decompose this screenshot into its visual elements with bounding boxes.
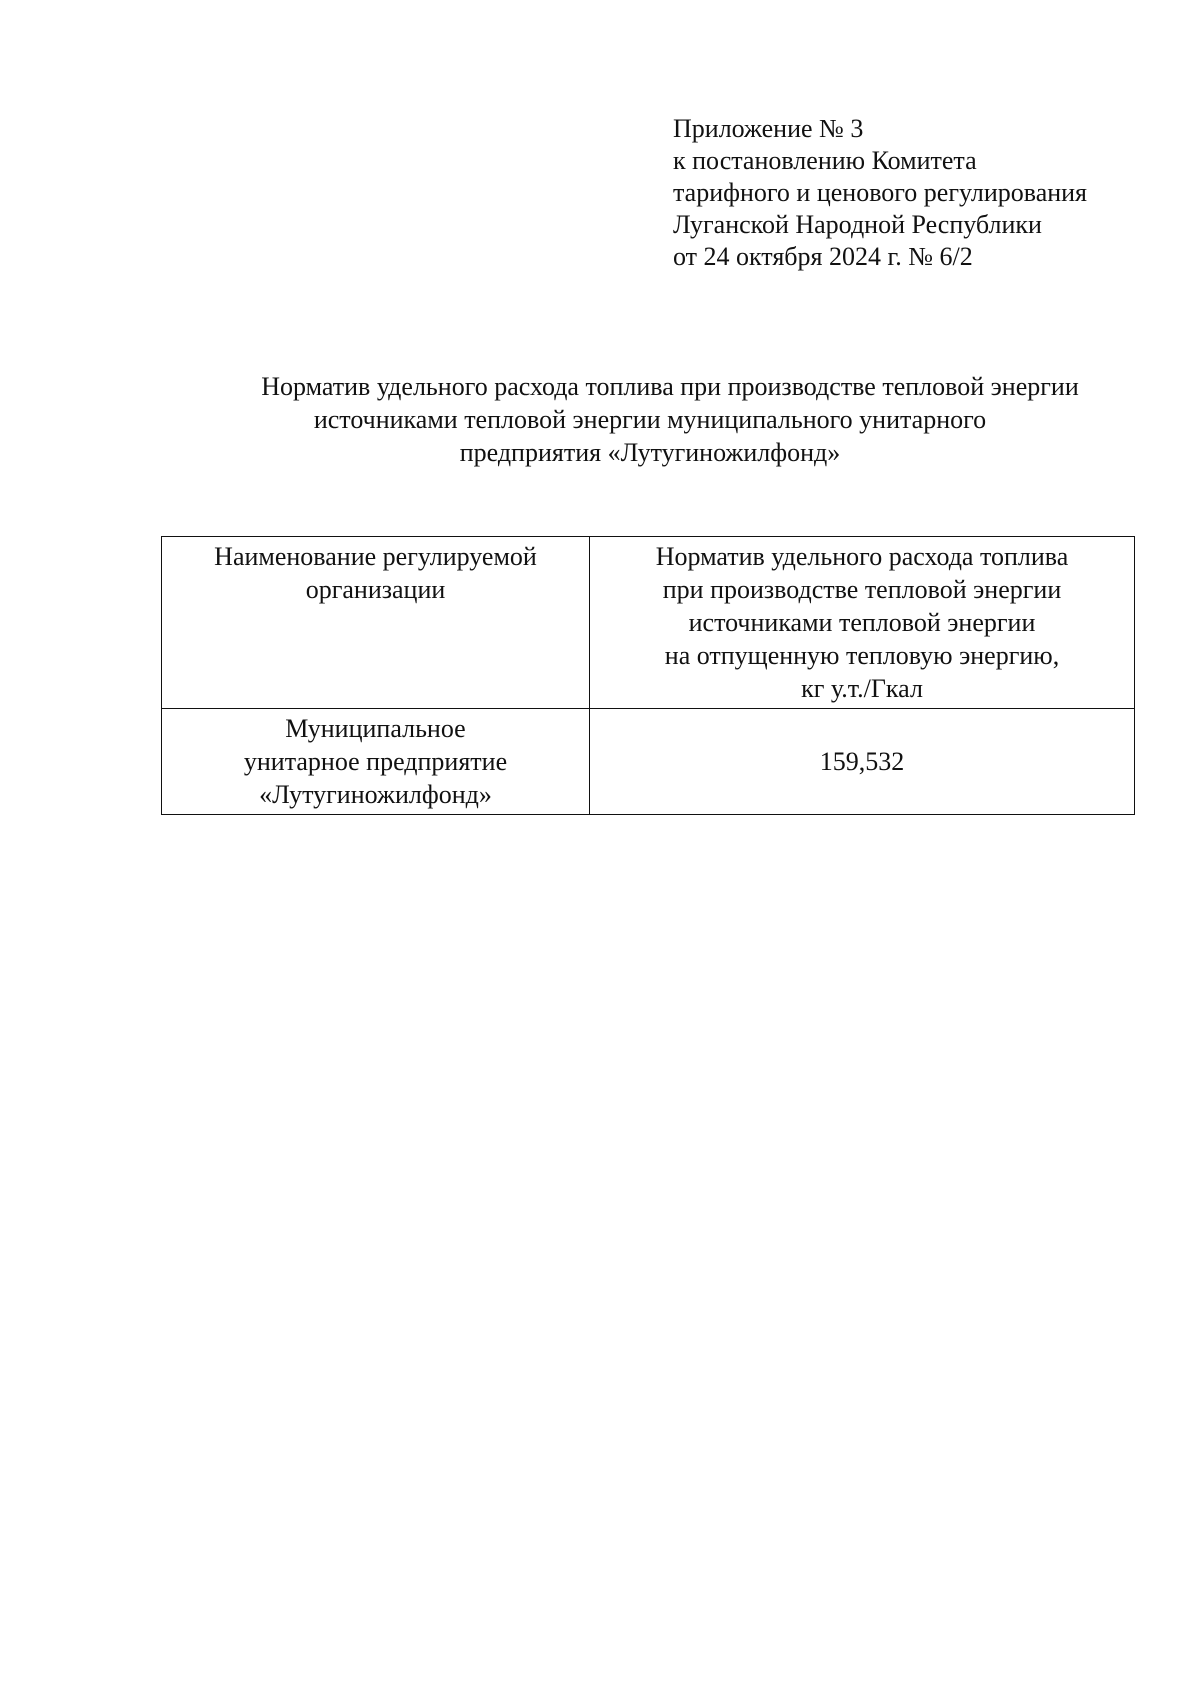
appendix-line: к постановлению Комитета — [673, 146, 977, 175]
table-row — [162, 709, 1135, 815]
header-line: при производстве тепловой энергии — [662, 575, 1062, 604]
title-line: Норматив удельного расхода топлива при производстве тепловой энергии — [261, 372, 1079, 401]
header-organization — [162, 537, 590, 709]
appendix-block — [673, 113, 1153, 273]
cell-line: Муниципальное — [285, 714, 466, 743]
header-line: Норматив удельного расхода топлива — [655, 542, 1069, 571]
appendix-line: от 24 октября 2024 г. № 6/2 — [673, 242, 973, 271]
appendix-line: Приложение № 3 — [673, 114, 864, 143]
header-line: источниками тепловой энергии — [688, 608, 1036, 637]
document-title — [150, 370, 1150, 469]
header-line: на отпущенную тепловую энергию, — [664, 641, 1060, 670]
cell-line: унитарное предприятие — [243, 747, 508, 776]
header-line: Наименование регулируемой — [214, 542, 537, 571]
cell-line: «Лутугиножилфонд» — [259, 780, 492, 809]
title-line: предприятия «Лутугиножилфонд» — [459, 438, 841, 467]
norm-table — [161, 536, 1135, 815]
table-header-row — [162, 537, 1135, 709]
header-line: кг у.т./Гкал — [801, 674, 923, 703]
appendix-line: Луганской Народной Республики — [673, 210, 1042, 239]
title-line: источниками тепловой энергии муниципального унитарного — [313, 405, 987, 434]
cell-norm-value: 159,532 — [590, 709, 1135, 815]
header-norm — [590, 537, 1135, 709]
cell-organization — [162, 709, 590, 815]
header-line: организации — [305, 575, 446, 604]
appendix-line: тарифного и ценового регулирования — [673, 178, 1088, 207]
